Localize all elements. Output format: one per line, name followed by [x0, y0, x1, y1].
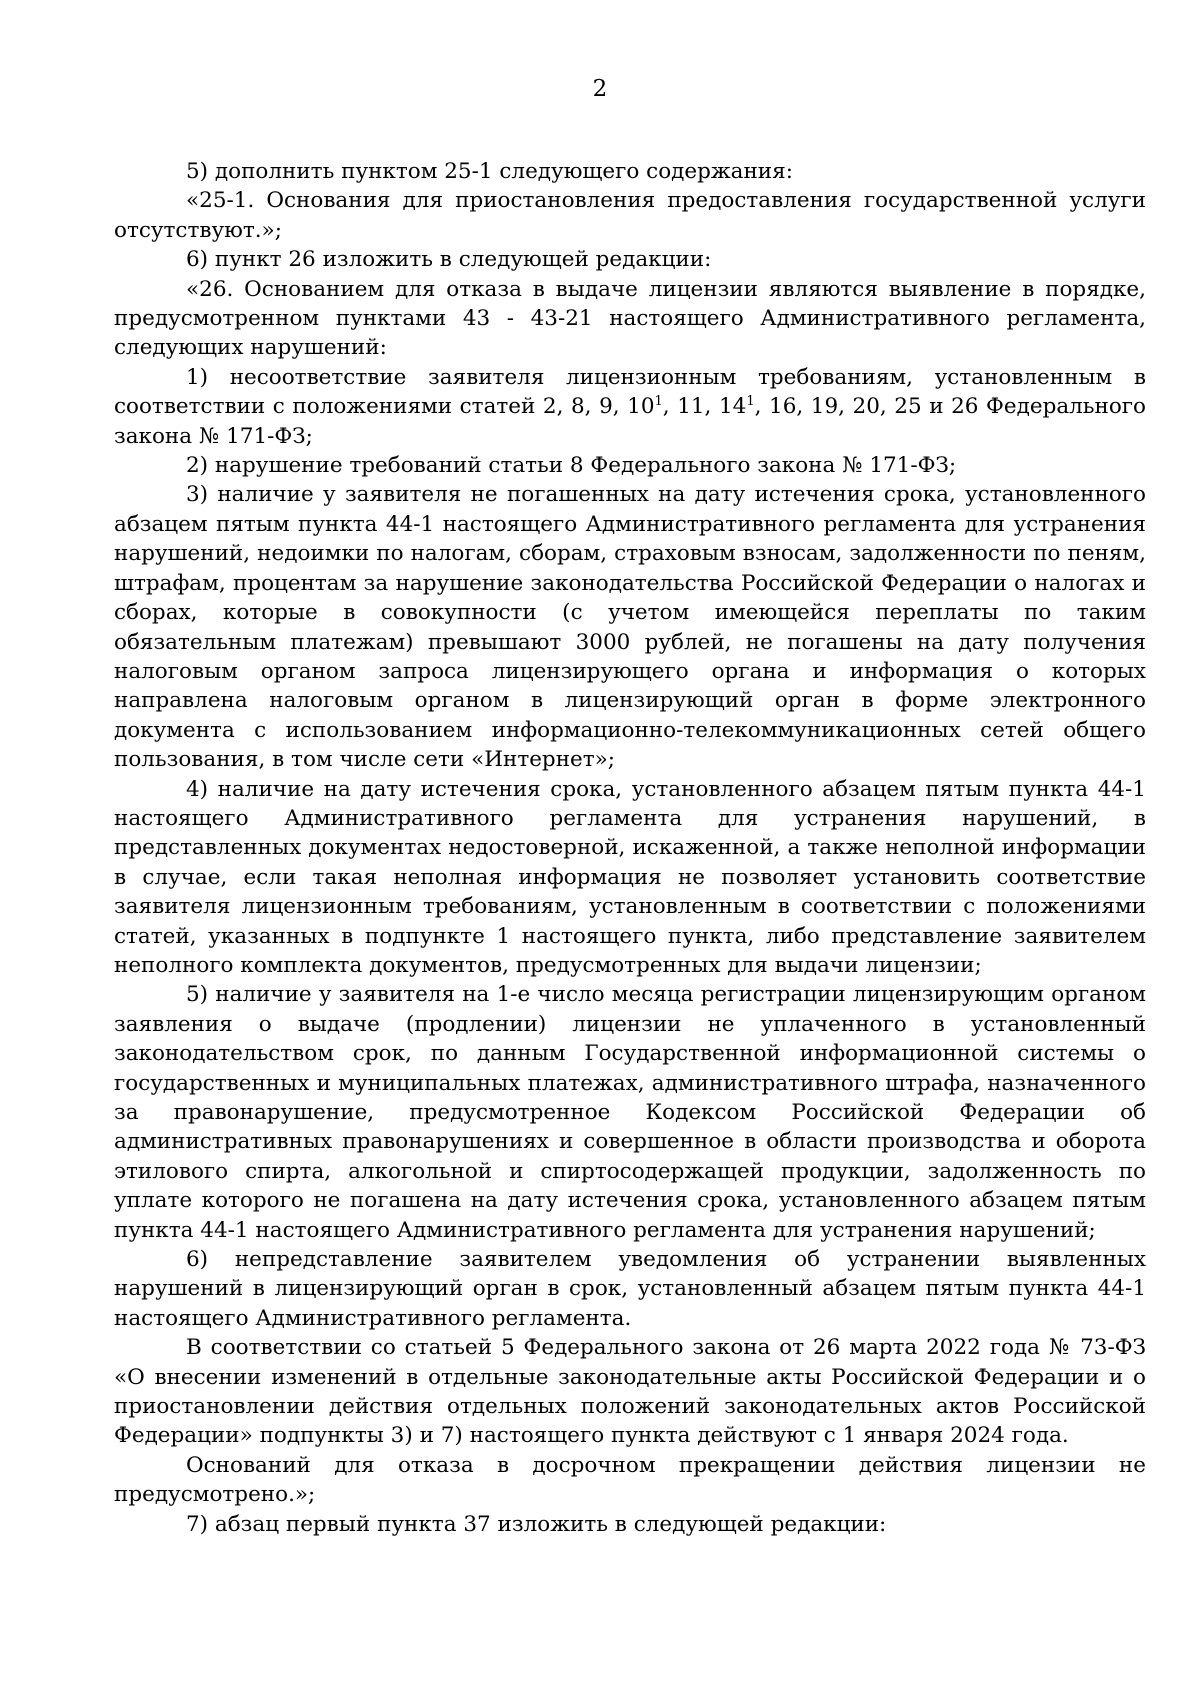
- paragraph-amendment-7: 7) абзац первый пункта 37 изложить в следующей редакции:: [186, 1511, 887, 1537]
- superscript: 1: [654, 394, 663, 410]
- paragraph-item-2: 2) нарушение требований статьи 8 Федерального закона № 171-ФЗ;: [186, 453, 957, 479]
- item-1-text-end: , 16, 19, 20, 25 и 26 Федерального закона № 171-ФЗ;: [114, 394, 1146, 449]
- paragraph-amendment-5: 5) дополнить пунктом 25-1 следующего содержания:: [186, 159, 793, 184]
- paragraph-item-5: 5) наличие у заявителя на 1-е число месяца регистрации лицензирующим органом заявления о выдаче (продлении) лицензии не уплаченного в установленный законодательством срок, по данным Государственной информационной системы о государственных и муниципальных платежах, административного штрафа, назначенного за правонарушение, предусмотренное Кодексом Российской Федерации об административных правонарушениях и совершенное в области производства и оборота этилового спирта, алкогольной и спиртосодержащей продукции, задолженность по уплате которого не погашена на дату истечения срока, установленного абзацем пятым пункта 44-1 настоящего Административного регламента для устранения нарушений;: [114, 982, 1146, 1243]
- page-number: 2: [592, 76, 608, 102]
- paragraph-point-25-1: «25-1. Основания для приостановления предоставления государственной услуги отсутствуют.»;: [114, 188, 1146, 243]
- paragraph-no-grounds: Оснований для отказа в досрочном прекращении действия лицензии не предусмотрено.»;: [114, 1452, 1146, 1508]
- item-1-text-middle: , 11, 14: [662, 394, 747, 420]
- paragraph-item-4: 4) наличие на дату истечения срока, установленного абзацем пятым пункта 44-1 настоящего Административного регламента для устранения нарушений, в представленных документах недостоверной, искаженной, а также неполной информации в случае, если такая неполная информация не позволяет установить соответствие заявителя лицензионным требованиям, установленным в соответствии с положениями статей, указанных в подпункте 1 настоящего пункта, либо представление заявителем неполного комплекта документов, предусмотренных для выдачи лицензии;: [114, 776, 1146, 978]
- paragraph-item-6: 6) непредставление заявителем уведомления об устранении выявленных нарушений в лицензирующий орган в срок, установленный абзацем пятым пункта 44-1 настоящего Административного регламента.: [114, 1247, 1146, 1331]
- paragraph-amendment-6: 6) пункт 26 изложить в следующей редакции:: [186, 247, 712, 273]
- paragraph-point-26: «26. Основанием для отказа в выдаче лицензии являются выявление в порядке, предусмотренном пунктами 43 - 43-21 настоящего Административного регламента, следующих нарушений:: [114, 276, 1146, 361]
- superscript: 1: [746, 394, 755, 410]
- paragraph-item-1: [114, 363, 1146, 451]
- paragraph-item-3: 3) наличие у заявителя не погашенных на дату истечения срока, установленного абзацем пятым пункта 44-1 настоящего Административного регламента для устранения нарушений, недоимки по налогам, сборам, страховым взносам, задолженности по пеням, штрафам, процентам за нарушение законодательства Российской Федерации о налогах и сборах, которые в совокупности (с учетом имеющейся переплаты по таким обязательным платежам) превышают 3000 рублей, не погашены на дату получения налоговым органом запроса лицензирующего органа и информация о которых направлена налоговым органом в лицензирующий орган в форме электронного документа с использованием информационно-телекоммуникационных сетей общего пользования, в том числе сети «Интернет»;: [114, 482, 1146, 773]
- item-1-text-start: 1) несоответствие заявителя лицензионным требованиям, установленным в соответствии с положениями статей 2, 8, 9, 10: [114, 364, 1146, 420]
- paragraph-federal-law-reference: В соответствии со статьей 5 Федерального закона от 26 марта 2022 года № 73-ФЗ «О внесении изменений в отдельные законодательные акты Российской Федерации и о приостановлении действия отдельных положений законодательных актов Российской Федерации» подпункты 3) и 7) настоящего пункта действуют с 1 января 2024 года.: [114, 1335, 1146, 1449]
- document-body: [114, 157, 1146, 1539]
